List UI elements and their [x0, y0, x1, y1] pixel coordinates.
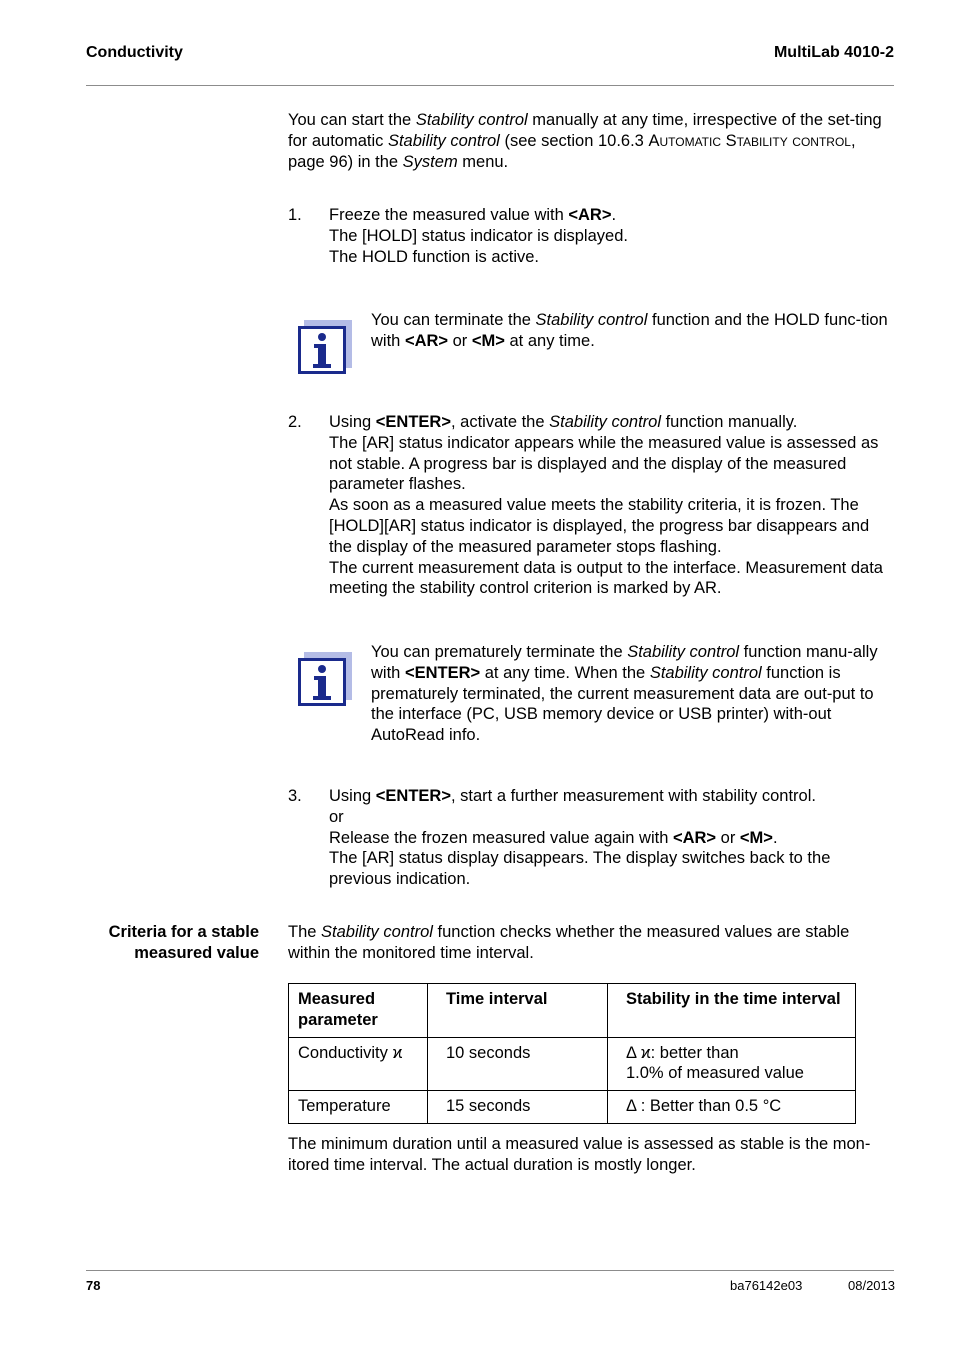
table-cell: Temperature	[289, 1091, 428, 1124]
document-number: ba76142e03	[730, 1278, 803, 1293]
header-rule	[86, 85, 894, 86]
table-cell: Conductivity ϰ	[289, 1037, 428, 1091]
table-cell: Δ : Better than 0.5 °C	[608, 1091, 856, 1124]
cross-reference: Automatic Stability control	[648, 131, 851, 150]
info-icon	[298, 320, 352, 374]
document-date: 08/2013	[848, 1278, 895, 1293]
step-number-1: 1.	[288, 206, 302, 224]
table-cell: Δ ϰ: better than 1.0% of measured value	[608, 1037, 856, 1091]
table-header-cell: Time interval	[428, 984, 608, 1038]
note-2-text: You can prematurely terminate the Stability control function manu-ally with <ENTER> at any time. When the Stability control function is prematurely terminated, the current measurement data are out-put to the interface (PC, USB memory device or USB printer) with-out AutoRead info.	[371, 643, 878, 745]
table-header-row	[289, 984, 856, 1038]
table-row	[289, 1037, 856, 1091]
note-1-text: You can terminate the Stability control function and the HOLD func-tion with <AR> or <M> at any time.	[371, 311, 888, 350]
criteria-paragraph: The Stability control function checks whether the measured values are stable within the monitored time interval.	[288, 923, 850, 962]
footer-rule	[86, 1270, 894, 1271]
running-header-product: MultiLab 4010-2	[773, 44, 894, 61]
table-row	[289, 1091, 856, 1124]
info-icon	[298, 652, 352, 706]
step-2-text: Using <ENTER>, activate the Stability control function manually. The [AR] status indicator appears while the measured value is assessed as not stable. A progress bar is displayed and the display of the measured parameter flashes. As soon as a measured value meets the stability criteria, it is frozen. The [HOLD][AR] status indicator is displayed, the progress bar disappears and the display of the measured parameter stops flashing. The current measurement data is output to the interface. Measurement data meeting the stability control criterion is marked by AR.	[329, 413, 883, 598]
table-header-cell: Stability in the time interval	[608, 984, 856, 1038]
step-3-text: Using <ENTER>, start a further measurement with stability control. or Release the frozen measured value again with <AR> or <M>. The [AR] status display disappears. The display switches back to the previous indication.	[329, 787, 831, 889]
side-heading: Criteria for a stable measured value	[108, 923, 259, 962]
table-cell: 15 seconds	[428, 1091, 608, 1124]
step-number-2: 2.	[288, 413, 302, 431]
closing-paragraph: The minimum duration until a measured value is assessed as stable is the mon-itored time interval. The actual duration is mostly longer.	[288, 1135, 871, 1174]
intro-paragraph: You can start the Stability control manually at any time, irrespective of the set-ting for automatic Stability control (see section 10.6.3 Automatic Stability control, page 96) in the System menu.	[288, 111, 882, 171]
step-1-text: Freeze the measured value with <AR>. The [HOLD] status indicator is displayed. The HOLD function is active.	[329, 206, 628, 266]
step-number-3: 3.	[288, 787, 302, 805]
page-number: 78	[86, 1278, 101, 1293]
table-header-cell: Measured parameter	[289, 984, 428, 1038]
table-cell: 10 seconds	[428, 1037, 608, 1091]
stability-criteria-table	[288, 983, 856, 1124]
running-header-chapter: Conductivity	[86, 44, 183, 61]
